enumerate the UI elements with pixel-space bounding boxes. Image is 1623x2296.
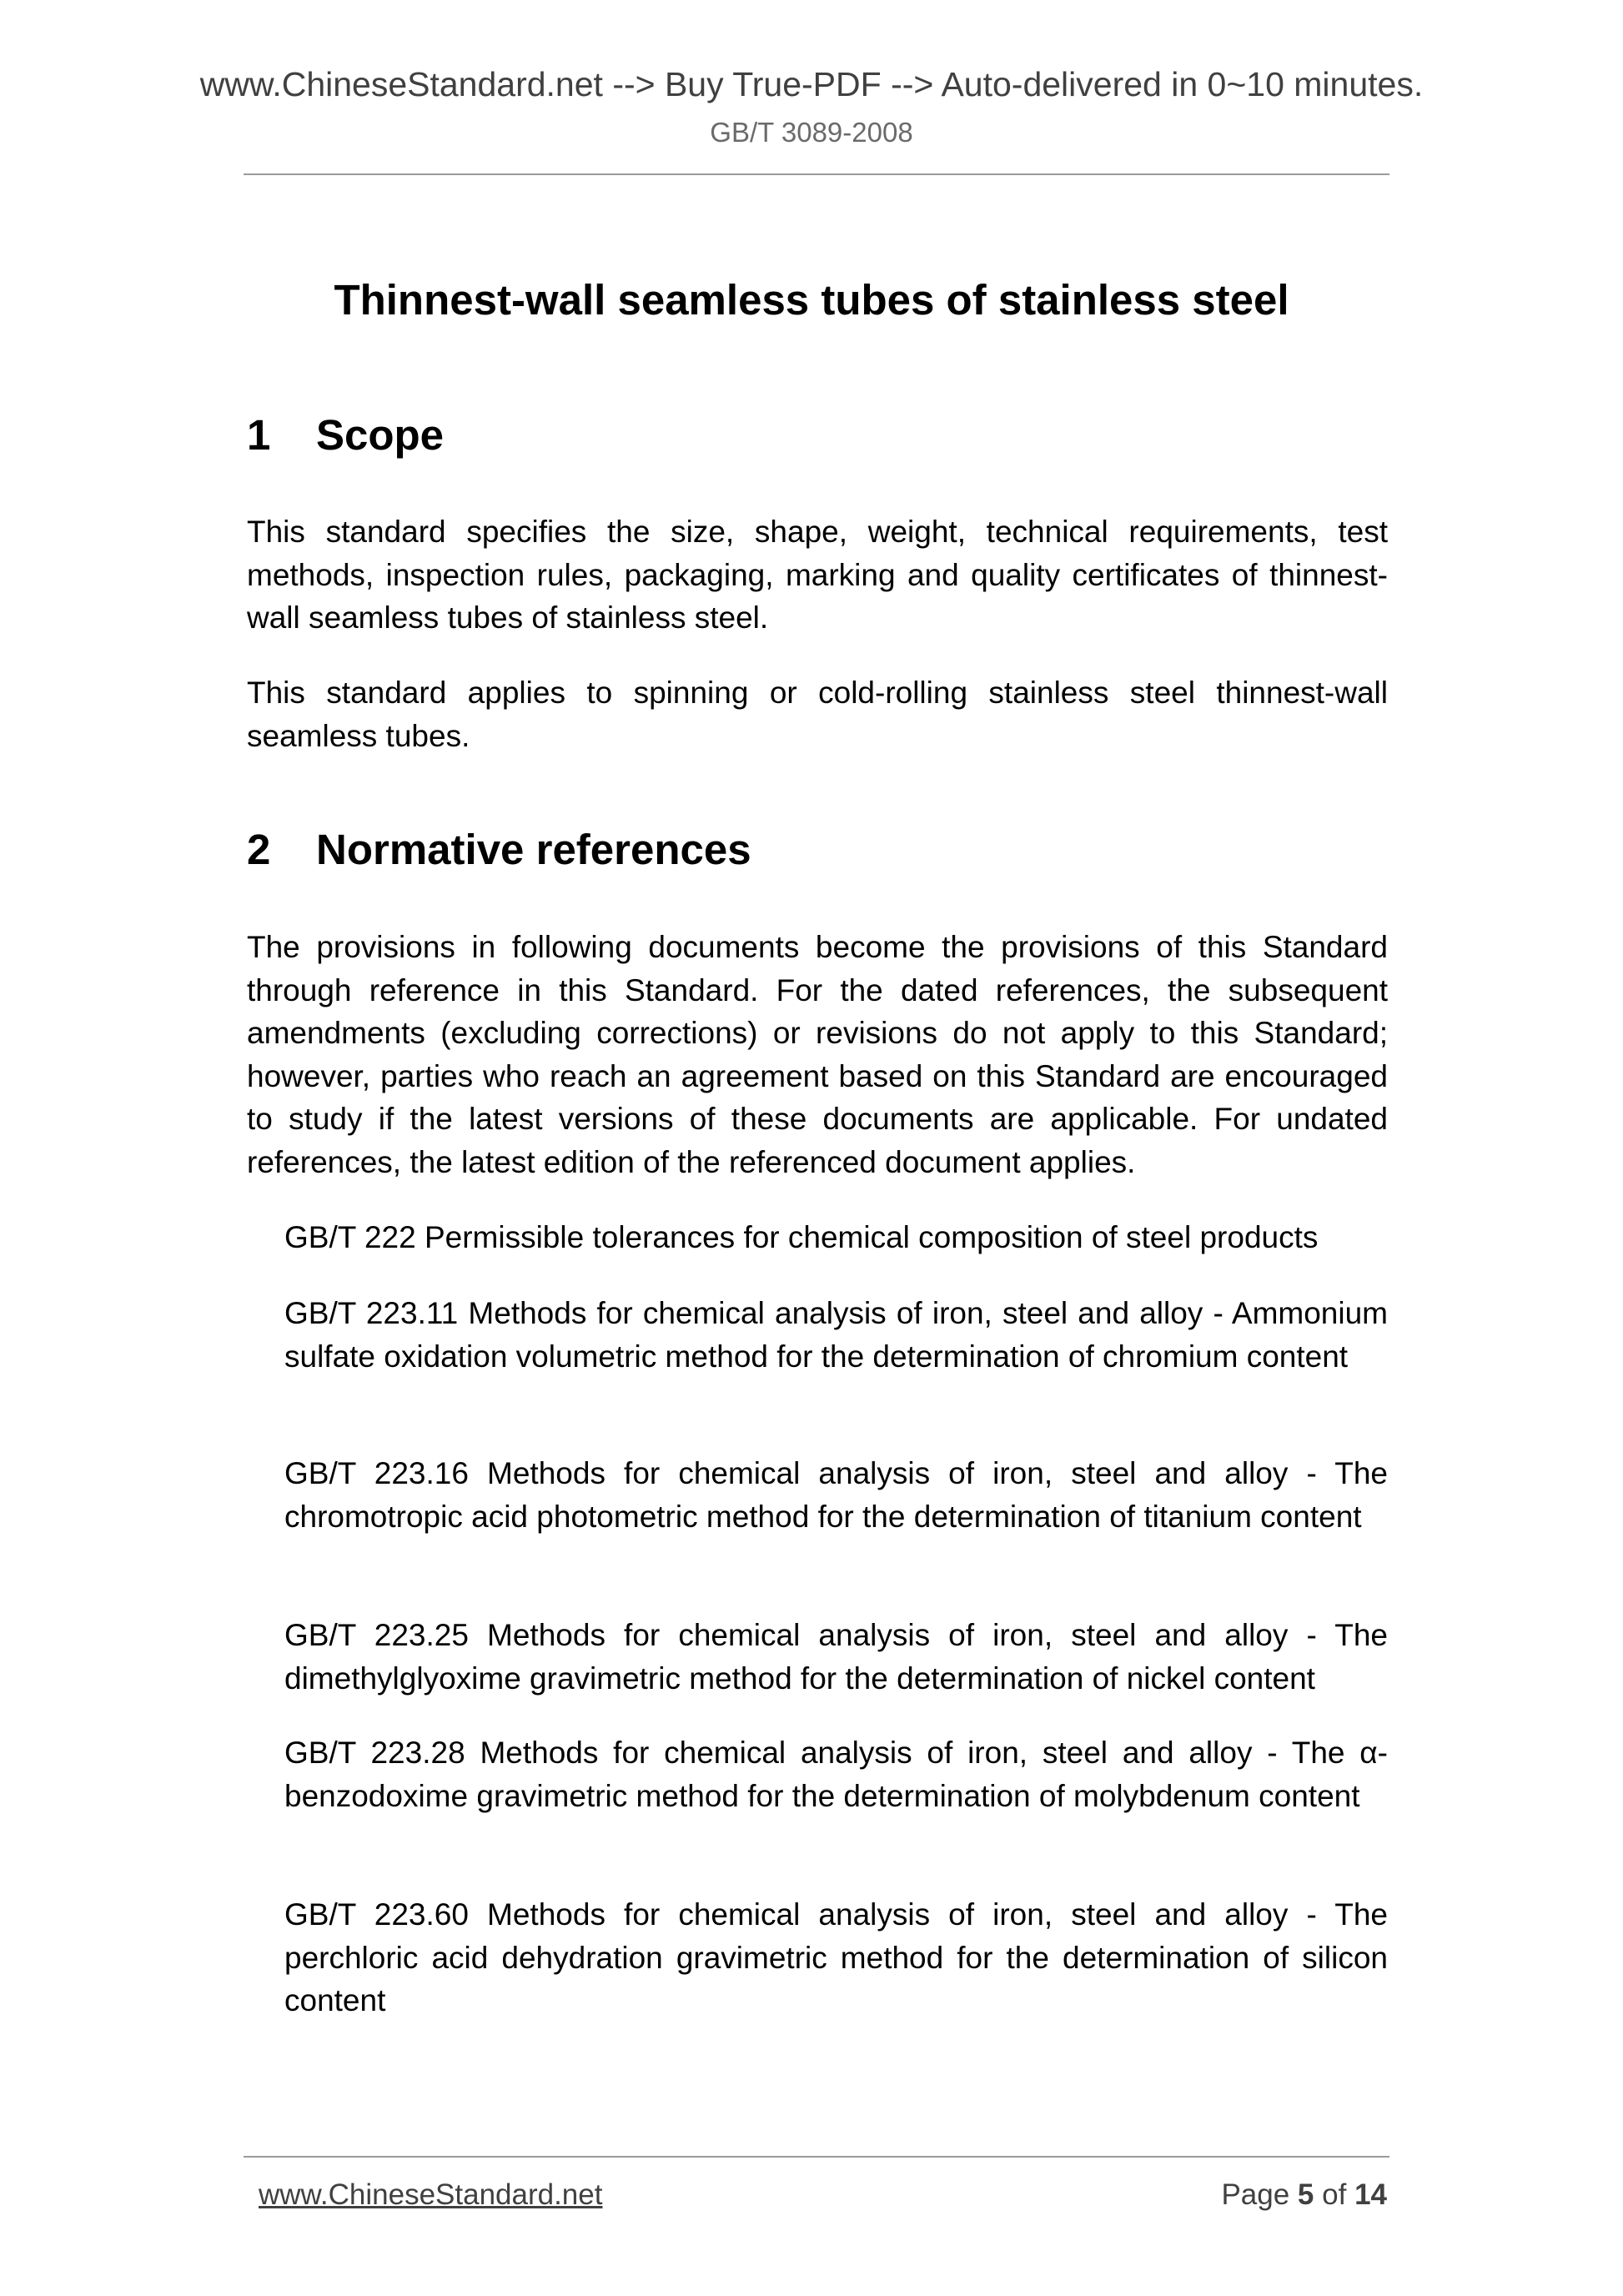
- page-of: of: [1322, 2178, 1347, 2211]
- section-title: Scope: [316, 411, 445, 459]
- section-heading-normative-references: [247, 825, 751, 874]
- document-title: Thinnest-wall seamless tubes of stainless steel: [334, 276, 1289, 324]
- reference-item: GB/T 223.60 Methods for chemical analysis of iron, steel and alloy - The perchloric acid dehydration gravimetric method for the determination of silicon content: [284, 1897, 1388, 2017]
- reference-item: GB/T 223.25 Methods for chemical analysis of iron, steel and alloy - The dimethylglyoxime gravimetric method for the determination of nickel content: [284, 1618, 1388, 1696]
- section-heading-scope: [247, 410, 444, 460]
- standard-code: GB/T 3089-2008: [710, 117, 913, 148]
- section-number: 2: [247, 826, 271, 873]
- section-number: 1: [247, 411, 271, 459]
- paragraph: The provisions in following documents become the provisions of this Standard through reference in this Standard. For the dated references, the subsequent amendments (excluding corrections) or revisions do not apply to this Standard; however, parties who reach an agreement based on this Standard are encouraged to study if the latest versions of these documents are applicable. For undated references, the latest edition of the referenced document applies.: [247, 930, 1388, 1179]
- header-banner: www.ChineseStandard.net --> Buy True-PDF --> Auto-delivered in 0~10 minutes.: [199, 65, 1424, 103]
- paragraph: This standard applies to spinning or cold-rolling stainless steel thinnest-wall seamless tubes.: [247, 676, 1388, 753]
- section-title: Normative references: [316, 826, 751, 873]
- header-divider: [244, 173, 1389, 175]
- reference-item: GB/T 222 Permissible tolerances for chemical composition of steel products: [284, 1220, 1319, 1254]
- reference-item: GB/T 223.28 Methods for chemical analysis of iron, steel and alloy - The α-benzodoxime gravimetric method for the determination of molybdenum content: [284, 1736, 1388, 1813]
- page-total: 14: [1354, 2178, 1387, 2211]
- footer-link[interactable]: www.ChineseStandard.net: [259, 2178, 603, 2211]
- reference-item: GB/T 223.11 Methods for chemical analysis of iron, steel and alloy - Ammonium sulfate oxidation volumetric method for the determination of chromium content: [284, 1296, 1388, 1374]
- page-indicator: [1221, 2178, 1387, 2212]
- paragraph: This standard specifies the size, shape, weight, technical requirements, test methods, inspection rules, packaging, marking and quality certificates of thinnest-wall seamless tubes of stainless steel.: [247, 515, 1388, 635]
- reference-item: GB/T 223.16 Methods for chemical analysis of iron, steel and alloy - The chromotropic acid photometric method for the determination of titanium content: [284, 1456, 1388, 1534]
- page-current: 5: [1297, 2178, 1314, 2211]
- page-prefix: Page: [1221, 2178, 1290, 2211]
- footer-divider: [244, 2156, 1389, 2158]
